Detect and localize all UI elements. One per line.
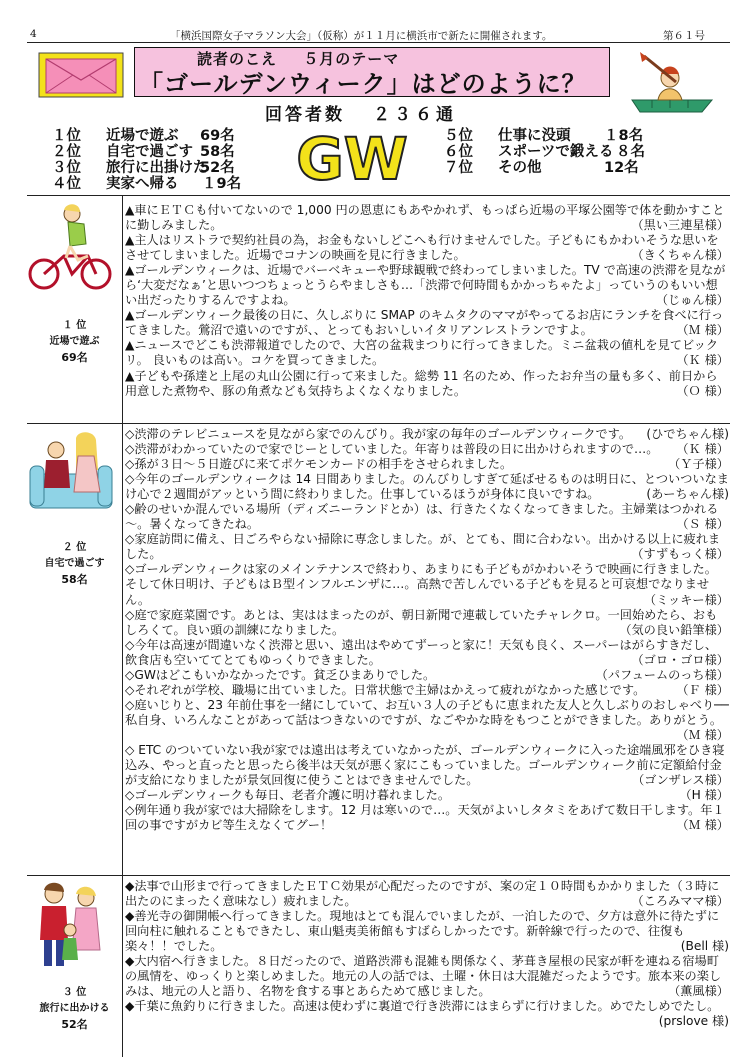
reader-comment: ◇それぞれが学校、職場に出ていました。日常状態で主婦はかえって疲れがなかった感じです。 （Ｆ 様）: [125, 682, 729, 697]
boat-figure: [630, 48, 714, 114]
page-header: [0, 28, 750, 42]
section-entries: [125, 879, 729, 1029]
couple-on-sofa-figure: [28, 430, 114, 518]
reader-comment: ◇ゴールデンウィークも毎日、老者介護に明け暮れました。 （H 様）: [125, 788, 729, 803]
section-rank-label: ２ 位 自宅で過ごす 58名: [44, 542, 105, 586]
reader-comment: ▲ニュースでどこも渋滞報道でしたので、大宮の盆栽まつりに行ってきました。ミニ盆栽の値札を見てビックリ。 良いものは高い。コケを買ってきました。 （Ｋ 様）: [125, 338, 729, 368]
section-divider: [27, 875, 730, 876]
reader-comment: ◇GWはどこもいかなかったです。貧乏ひまありでした。 （パフュームのっち様）: [125, 667, 729, 682]
reader-comment: ◆法事で山形まで行ってきましたＥＴＣ効果が心配だったのですが、案の定１０時間もかかりました（３時に出たのにまったく意味なし）疲れました。 （ころみママ様）: [125, 879, 729, 909]
reader-comment: ◇ ETC のついていない我が家では遠出は考えていなかったが、ゴールデンウィークに入った途端風邪をひき寝込み、やっと直ったと思ったら後半は天気が悪く家にこもっていました。ゴールデンウィーク前に定額給付金が支給になりましたが景気回復に使うことはできませんでした。 （ゴンザレス様）: [125, 742, 729, 788]
reader-comment: ◆大内宿へ行きました。８日だったので、道路渋滞も混雑も関係なく、茅葺き屋根の民家が軒を連ねる宿場町の風情を、ゆっくりと楽しめました。地元の人の話では、土曜・休日は大混雑だったようです。旅本来の楽しみは、地元の人と語り、名物を食する事とあらためて感じました。 （薫風様）: [125, 954, 729, 999]
ranking-item: ４位 実家へ帰る １9名: [52, 176, 242, 192]
response-number: ２３６通: [373, 105, 457, 125]
response-count: [265, 100, 457, 125]
ranking-item: １位 近場で遊ぶ 69名: [52, 128, 235, 144]
section-rank-label: ３ 位 旅行に出かける 52名: [39, 987, 110, 1031]
reader-comment: ▲ゴールデンウィークは、近場でバーベキューや野球観戦で終わってしまいました。TV で高速の渋滞を見ながら‘大変だなぁ’と思いつつちょっとうらやましさも…「渋滞で何時間もかかっちゃたよ」っていうのもいい想い出だったりするんですよね。 （じゅん様）: [125, 263, 729, 308]
reader-comment: ◇例年通り我が家では大掃除をします。12 月は寒いので…。天気がよいしタタミをあげて数日干します。年１回の事ですがカビ等生えなくてグー！ （Ｍ 様）: [125, 803, 729, 833]
issue-number: 第６１号: [663, 30, 705, 42]
page-number: 4: [30, 28, 37, 40]
reader-comment: ◇渋滞のテレビニュースを見ながら家でのんびり。我が家の毎年のゴールデンウィークです。 (ひでちゃん様): [125, 427, 729, 441]
envelope-icon: [38, 52, 124, 98]
svg-text:GW: GW: [296, 125, 408, 193]
ranking-item: ５位 仕事に没頭 １8名: [444, 128, 644, 144]
family-figure: [32, 880, 108, 972]
section-entries: [125, 427, 729, 833]
section-label: 読者のこえ: [197, 50, 278, 68]
title-banner: [134, 47, 610, 97]
reader-comment: ◇今年のゴールデンウィークは 14 日間ありました。のんびりしすぎて延ばせるものは明日に、とついついなまけ心で２週間がアッという間に終わりました。仕事しているほうが身体に良いですね。 (あーちゃん様): [125, 472, 729, 502]
ranking-item: ６位 スポーツで鍛える ８名: [444, 144, 645, 160]
reader-comment: ◇渋滞がわかっていたので家でじーとしていました。年寄りは普段の日に出かけられますので…。 （Ｋ 様）: [125, 442, 729, 457]
reader-comment: ◇庭で家庭菜園です。あとは、実ははまったのが、朝日新聞で連載していたチャレクロ。一回始めたら、おもしろくて。良い頭の訓練になりました。 （気の良い鉛筆様）: [125, 607, 729, 637]
reader-comment: ◇齢のせいか混んでいる場所（ディズニーランドとか）は、行きたくなくなってきました。主婦業はつかれる～。暑くなってきたね。 （Ｓ 様）: [125, 502, 729, 532]
reader-comment: ◆千葉に魚釣りに行きました。高速は使わずに裏道で行き渋滞にはまらずに行けました。めでたしめでたし。 (prslove 様): [125, 999, 729, 1029]
reader-comment: ▲子どもや孫達と上尾の丸山公園に行って来ました。総勢 11 名のため、作ったお弁当の量も多く、前日から用意した煮物や、豚の角煮なども気持ちよくなくなりました。 （Ｏ 様）: [125, 368, 729, 398]
gw-logo: [296, 125, 408, 193]
reader-comment: ◇今年は高速が間違いなく渋滞と思い、遠出はやめてずーっと家に！天気も良く、スーパーはがらすきだし、飲食店も空いててとてもゆっくりできました。 （ゴロ・ゴロ様）: [125, 637, 729, 667]
monthly-theme: ５月のテーマ: [303, 50, 400, 68]
reader-comment: ◆善光寺の御開帳へ行ってきました。現地はとても混んでいましたが、一泊したので、夕方は意外に待たずに回向柱に触れることもできたし、東山魁夷美術館もすばらしかったです。新幹線で行ったので、往復も楽々！！でした。 (Bell 様): [125, 909, 729, 954]
reader-comment: ▲ゴールデンウィーク最後の日に、久しぶりに SMAP のキムタクのママがやってるお店にランチを食べに行ってきました。鶯沼で遠いのですが、、とってもおいしいイタリアンレストランですよ。 （Ｍ 様）: [125, 308, 729, 338]
response-label: 回答者数: [265, 105, 345, 125]
section-rank-label: １ 位 近場で遊ぶ 69名: [49, 320, 100, 364]
header-divider: [27, 42, 730, 43]
reader-comment: ▲車にＥＴＣも付いてないので 1,000 円の恩恵にもあやかれず、もっぱら近場の平塚公園等で体を動かすことに勤しみました。 （黒い三連星様）: [125, 203, 729, 233]
reader-comment: ◇庭いじりと、23 年前仕事を一緒にしていて、お互い３人の子どもに恵まれた友人と久しぶりのおしゃべり──私自身、いろんなことがあって話はつきないのですが、なごやかな時をもつことができました。ありがとう。 （Ｍ 様）: [125, 697, 729, 742]
reader-comment: ▲主人はリストラで契約社員の為，お金もないしどこへも行けませんでした。子どもにもかわいそうな思いをさせてしまいました。近場でコナンの映画を見に行きました。 （きくちゃん様）: [125, 233, 729, 263]
ranking-item: ２位 自宅で過ごす 58名: [52, 144, 235, 160]
reader-comment: ◇家庭訪問に備え、日ごろやらない掃除に専念しました。が、とても、間に合わない。出かける以上に疲れました。 （すずもっく様）: [125, 532, 729, 562]
ranking-item: ７位 その他 12名: [444, 160, 639, 176]
column-divider: [122, 195, 123, 1057]
page-title: 「ゴールデンウィーク」はどのように？: [139, 70, 587, 98]
header-caption: 「横浜国際女子マラソン大会」（仮称）が１１月に横浜市で新たに開催されます。: [170, 30, 553, 42]
cyclist-figure: [28, 200, 112, 296]
reader-comment: ◇ゴールデンウィークは家のメインテナンスで終わり、あまりにも子どもがかわいそうで映画に行きました。そして休日明け、子どもはＢ型インフルエンザに…。高熱で苦しんでいる子どもを見ると可哀想でなりません。 （ミッキー様）: [125, 562, 729, 607]
reader-comment: ◇孫が３日～５日遊びに来てポケモンカードの相手をさせられました。 （Ｙ子様）: [125, 457, 729, 472]
section-divider: [27, 195, 730, 196]
ranking-item: ３位 旅行に出掛けた 52名: [52, 160, 235, 176]
section-entries: [125, 203, 729, 399]
section-divider: [27, 423, 730, 424]
